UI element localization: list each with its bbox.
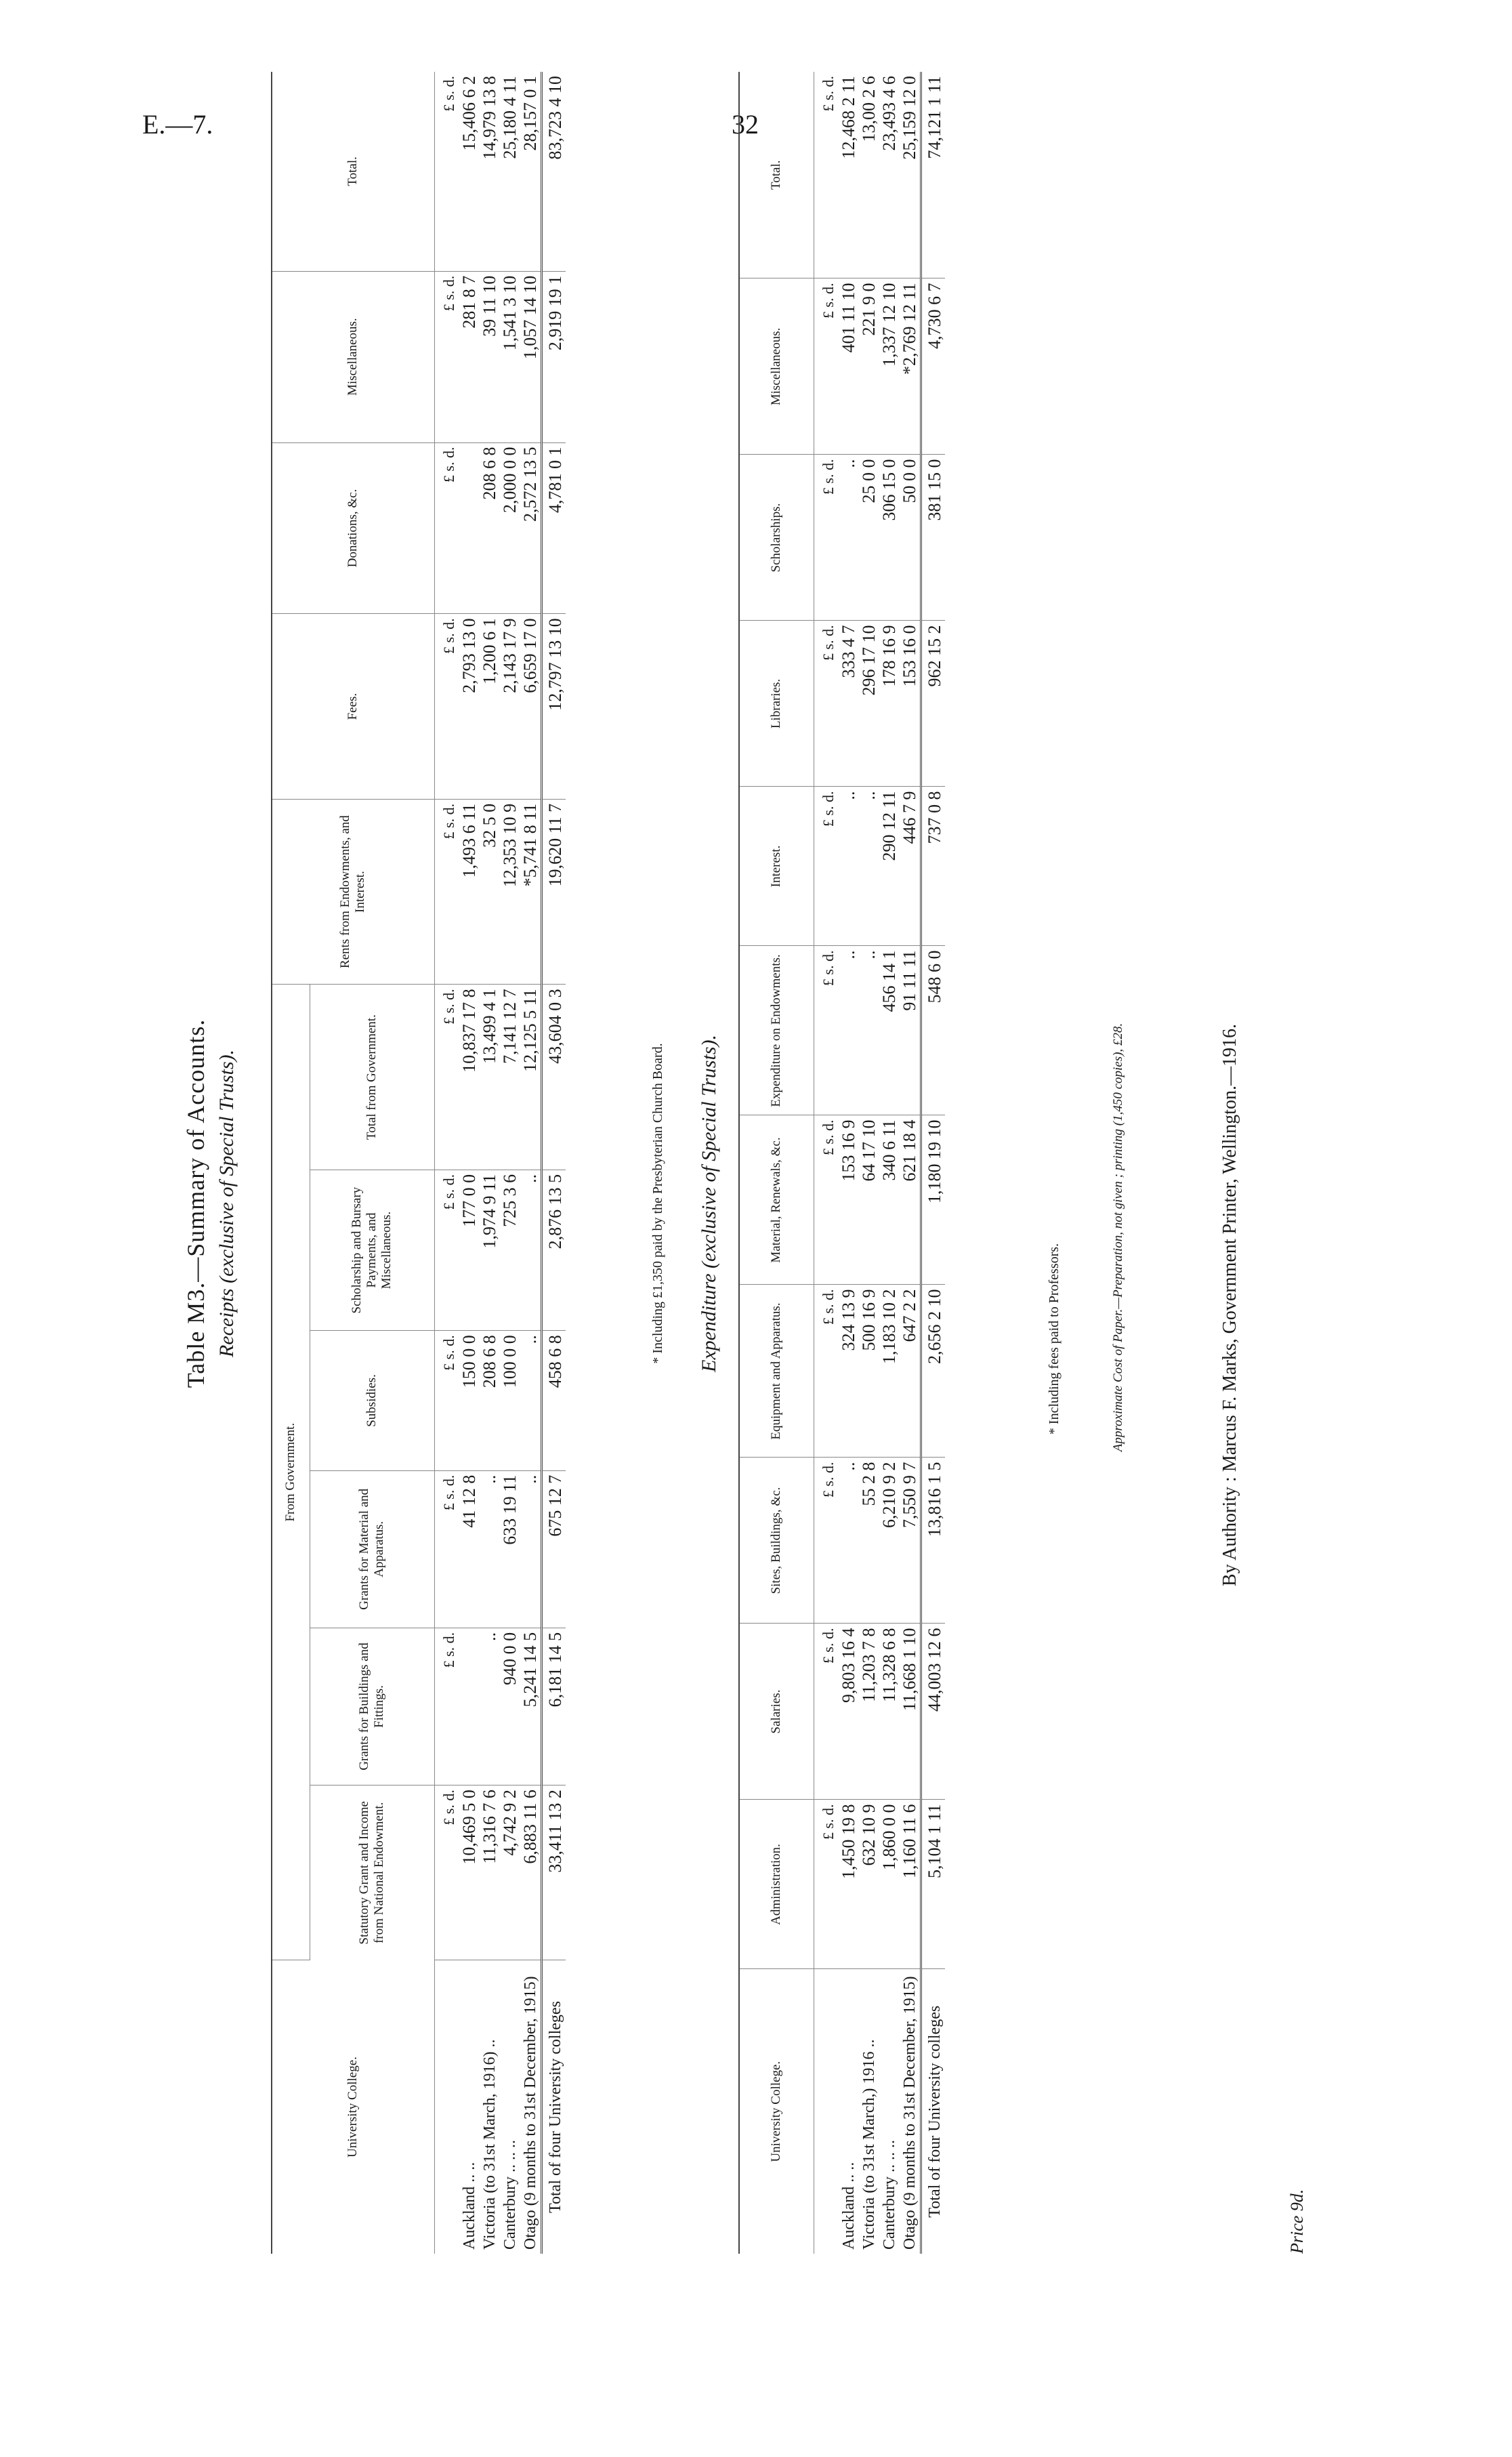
table-cell: 10,837 17 8: [459, 985, 480, 1170]
units-cell: £ s. d.: [814, 278, 839, 455]
table-cell: 1,450 19 8: [839, 1800, 859, 1969]
table-cell: 14,979 13 8: [480, 72, 500, 271]
table-cell: 500 16 9: [859, 1285, 879, 1458]
leader-dots: .. .. ..: [501, 2140, 519, 2173]
table-cell: 647 2 2: [900, 1285, 921, 1458]
total-label: Total of four University colleges: [921, 1969, 945, 2254]
table-cell: 2,793 13 0: [459, 614, 480, 799]
col-administration: Administration.: [739, 1800, 814, 1969]
college-name: Auckland: [839, 2186, 858, 2250]
row-college: [500, 1960, 520, 2254]
table-cell: 178 16 9: [879, 621, 900, 787]
total-cell: 33,411 13 2: [541, 1785, 566, 1960]
table-cell: 208 6 8: [480, 1331, 500, 1470]
table-cell: 208 6 8: [480, 442, 500, 614]
row-college: [480, 1960, 500, 2254]
table-cell: 1,160 11 6: [900, 1800, 921, 1969]
total-cell: 44,003 12 6: [921, 1624, 945, 1800]
expenditure-subtitle: Expenditure (exclusive of Special Trusts).: [698, 1035, 720, 1372]
receipts-subtitle: Receipts (exclusive of Special Trusts).: [215, 1049, 238, 1358]
table-cell: 940 0 0: [500, 1628, 520, 1785]
total-row: [921, 72, 945, 2254]
table-cell: 12,353 10 9: [500, 799, 520, 984]
table-cell: ..: [520, 1331, 542, 1470]
total-cell: 1,180 19 10: [921, 1115, 945, 1285]
table-cell: 6,659 17 0: [520, 614, 542, 799]
units-cell: £ s. d.: [434, 985, 459, 1170]
table-cell: 11,316 7 6: [480, 1785, 500, 1960]
table-cell: *5,741 8 11: [520, 799, 542, 984]
row-college: [459, 1960, 480, 2254]
units-cell: £ s. d.: [814, 621, 839, 787]
total-cell: 13,816 1 5: [921, 1458, 945, 1624]
col-equipment: Equipment and Apparatus.: [739, 1285, 814, 1458]
col-grants-buildings: Grants for Buildings and Fittings.: [310, 1628, 434, 1785]
units-cell: £ s. d.: [814, 455, 839, 621]
col-fees: Fees.: [272, 614, 434, 799]
total-cell: 2,876 13 5: [541, 1170, 566, 1330]
table-cell: 10,469 5 0: [459, 1785, 480, 1960]
college-name: Victoria (to 31st March,) 1916: [860, 2051, 878, 2250]
table-cell: 25 0 0: [859, 455, 879, 621]
col-university-college: University College.: [272, 1960, 434, 2254]
row-college: [900, 1969, 921, 2254]
table-cell: 290 12 11: [879, 787, 900, 946]
leader-dots: .. .. ..: [880, 2140, 898, 2173]
table-row: [859, 72, 879, 2254]
college-name: Canterbury: [501, 2176, 519, 2250]
table-cell: 39 11 10: [480, 271, 500, 442]
col-salaries: Salaries.: [739, 1624, 814, 1800]
table-cell: 725 3 6: [500, 1170, 520, 1330]
row-college: [859, 1969, 879, 2254]
college-name: Otago (9 months to 31st December, 1915): [900, 1976, 919, 2250]
units-cell: £ s. d.: [814, 72, 839, 278]
table-cell: ..: [520, 1170, 542, 1330]
leader-dots: .. ..: [460, 2162, 478, 2183]
table-cell: 13,499 4 1: [480, 985, 500, 1170]
col-total-from-government: Total from Government.: [310, 985, 434, 1170]
table-cell: 1,493 6 11: [459, 799, 480, 984]
total-cell: 962 15 2: [921, 621, 945, 787]
table-cell: 1,183 10 2: [879, 1285, 900, 1458]
total-row: [541, 72, 566, 2254]
table-cell: 456 14 1: [879, 946, 900, 1115]
table-cell: 9,803 16 4: [839, 1624, 859, 1800]
table-row: [480, 72, 500, 2254]
table-cell: 401 11 10: [839, 278, 859, 455]
price-note: Price 9d.: [1287, 2189, 1307, 2254]
units-cell: £ s. d.: [814, 946, 839, 1115]
units-cell: £ s. d.: [434, 1331, 459, 1470]
table-row: [839, 72, 859, 2254]
table-cell: 41 12 8: [459, 1470, 480, 1628]
units-cell: £ s. d.: [434, 271, 459, 442]
receipts-table: [271, 72, 566, 2254]
total-cell: 19,620 11 7: [541, 799, 566, 984]
col-material: Material, Renewals, &c.: [739, 1115, 814, 1285]
total-cell: 381 15 0: [921, 455, 945, 621]
approximate-cost-note: Approximate Cost of Paper.—Preparation, not given ; printing (1,450 copies), £28.: [1111, 1023, 1125, 1452]
total-cell: 4,730 6 7: [921, 278, 945, 455]
table-cell: 306 15 0: [879, 455, 900, 621]
table-cell: 446 7 9: [900, 787, 921, 946]
table-cell: 333 4 7: [839, 621, 859, 787]
table-cell: *2,769 12 11: [900, 278, 921, 455]
table-row: [900, 72, 921, 2254]
units-cell: £ s. d.: [434, 614, 459, 799]
table-cell: ..: [520, 1470, 542, 1628]
table-row: [520, 72, 542, 2254]
from-government-header: From Government.: [272, 985, 310, 1960]
table-cell: 7,141 12 7: [500, 985, 520, 1170]
table-cell: 2,572 13 5: [520, 442, 542, 614]
units-cell: £ s. d.: [434, 1785, 459, 1960]
table-cell: 11,328 6 8: [879, 1624, 900, 1800]
table-cell: 25,159 12 0: [900, 72, 921, 278]
col-university-college: University College.: [739, 1969, 814, 2254]
table-title: Table M3.—Summary of Accounts.: [182, 1018, 209, 1388]
table-cell: 15,406 6 2: [459, 72, 480, 271]
receipts-footnote: * Including £1,350 paid by the Presbyterian Church Board.: [650, 1043, 665, 1364]
table-cell: 11,668 1 10: [900, 1624, 921, 1800]
table-cell: 12,468 2 11: [839, 72, 859, 278]
col-scholarship: Scholarship and Bursary Payments, and Miscellaneous.: [310, 1170, 434, 1330]
table-cell: [459, 1628, 480, 1785]
table-cell: 177 0 0: [459, 1170, 480, 1330]
total-cell: 737 0 8: [921, 787, 945, 946]
col-miscellaneous: Miscellaneous.: [739, 278, 814, 455]
units-cell: £ s. d.: [434, 1470, 459, 1628]
table-cell: 12,125 5 11: [520, 985, 542, 1170]
table-cell: 2,143 17 9: [500, 614, 520, 799]
total-cell: 6,181 14 5: [541, 1628, 566, 1785]
table-cell: ..: [839, 946, 859, 1115]
units-cell: £ s. d.: [434, 442, 459, 614]
table-cell: 100 0 0: [500, 1331, 520, 1470]
table-cell: [459, 442, 480, 614]
table-cell: ..: [480, 1470, 500, 1628]
table-cell: 7,550 9 7: [900, 1458, 921, 1624]
total-cell: 5,104 1 11: [921, 1800, 945, 1969]
total-cell: 43,604 0 3: [541, 985, 566, 1170]
table-cell: ..: [839, 455, 859, 621]
printer-authority: By Authority : Marcus F. Marks, Government Printer, Wellington.—1916.: [1219, 1024, 1240, 1586]
col-total: Total.: [739, 72, 814, 278]
row-college: [839, 1969, 859, 2254]
col-sites-buildings: Sites, Buildings, &c.: [739, 1458, 814, 1624]
college-name: Canterbury: [880, 2176, 898, 2250]
college-name: Auckland: [460, 2186, 478, 2250]
college-name: Otago (9 months to 31st December, 1915): [521, 1976, 539, 2250]
table-cell: 64 17 10: [859, 1115, 879, 1285]
table-cell: 91 11 11: [900, 946, 921, 1115]
table-cell: 25,180 4 11: [500, 72, 520, 271]
page-number: 32: [732, 109, 759, 140]
total-cell: 4,781 0 1: [541, 442, 566, 614]
col-subsidies: Subsidies.: [310, 1331, 434, 1470]
table-cell: ..: [480, 1628, 500, 1785]
leader-dots: .. ..: [839, 2162, 858, 2183]
col-total: Total.: [272, 72, 434, 271]
table-row: [500, 72, 520, 2254]
col-miscellaneous: Miscellaneous.: [272, 271, 434, 442]
row-college: [879, 1969, 900, 2254]
table-cell: 1,200 6 1: [480, 614, 500, 799]
total-cell: 83,723 4 10: [541, 72, 566, 271]
total-cell: 12,797 13 10: [541, 614, 566, 799]
units-cell: £ s. d.: [434, 1170, 459, 1330]
table-cell: ..: [839, 787, 859, 946]
total-cell: 675 12 7: [541, 1470, 566, 1628]
table-cell: ..: [839, 1458, 859, 1624]
table-cell: 4,742 9 2: [500, 1785, 520, 1960]
col-grants-material: Grants for Material and Apparatus.: [310, 1470, 434, 1628]
total-cell: 2,656 2 10: [921, 1285, 945, 1458]
table-cell: 2,000 0 0: [500, 442, 520, 614]
table-cell: 6,883 11 6: [520, 1785, 542, 1960]
table-cell: 55 2 8: [859, 1458, 879, 1624]
table-cell: 621 18 4: [900, 1115, 921, 1285]
table-cell: 632 10 9: [859, 1800, 879, 1969]
table-cell: 6,210 9 2: [879, 1458, 900, 1624]
units-cell: £ s. d.: [434, 1628, 459, 1785]
table-cell: 5,241 14 5: [520, 1628, 542, 1785]
table-row: [459, 72, 480, 2254]
total-cell: 2,919 19 1: [541, 271, 566, 442]
table-cell: 1,337 12 10: [879, 278, 900, 455]
row-college: [520, 1960, 542, 2254]
table-cell: ..: [859, 946, 879, 1115]
total-cell: 74,121 1 11: [921, 72, 945, 278]
units-cell: £ s. d.: [434, 799, 459, 984]
table-cell: 340 6 11: [879, 1115, 900, 1285]
expenditure-table: [738, 72, 945, 2254]
table-cell: 13,00 2 6: [859, 72, 879, 278]
units-cell: £ s. d.: [814, 1285, 839, 1458]
units-cell: £ s. d.: [814, 787, 839, 946]
college-name: Victoria (to 31st March, 1916): [480, 2051, 499, 2250]
table-cell: 32 5 0: [480, 799, 500, 984]
table-cell: 296 17 10: [859, 621, 879, 787]
table-cell: 1,974 9 11: [480, 1170, 500, 1330]
table-cell: 221 9 0: [859, 278, 879, 455]
units-cell: £ s. d.: [814, 1458, 839, 1624]
units-row: [814, 72, 839, 2254]
table-cell: 324 13 9: [839, 1285, 859, 1458]
table-cell: 153 16 0: [900, 621, 921, 787]
col-interest: Interest.: [739, 787, 814, 946]
col-libraries: Libraries.: [739, 621, 814, 787]
table-cell: 28,157 0 1: [520, 72, 542, 271]
table-cell: 633 19 11: [500, 1470, 520, 1628]
page-header-left: E.—7.: [142, 109, 213, 140]
expenditure-footnote: * Including fees paid to Professors.: [1047, 1243, 1062, 1435]
table-cell: 1,541 3 10: [500, 271, 520, 442]
total-cell: 548 6 0: [921, 946, 945, 1115]
leader-dots: ..: [860, 2039, 878, 2048]
total-cell: 458 6 8: [541, 1331, 566, 1470]
units-row: [434, 72, 459, 2254]
table-cell: 153 16 9: [839, 1115, 859, 1285]
table-cell: 50 0 0: [900, 455, 921, 621]
table-cell: 281 8 7: [459, 271, 480, 442]
col-rents: Rents from Endowments, and Interest.: [272, 799, 434, 984]
table-cell: 150 0 0: [459, 1331, 480, 1470]
col-endowments: Expenditure on Endowments.: [739, 946, 814, 1115]
table-cell: 11,203 7 8: [859, 1624, 879, 1800]
col-scholarships: Scholarships.: [739, 455, 814, 621]
leader-dots: ..: [480, 2039, 499, 2048]
col-donations: Donations, &c.: [272, 442, 434, 614]
table-cell: 1,057 14 10: [520, 271, 542, 442]
units-cell: £ s. d.: [434, 72, 459, 271]
table-cell: 23,493 4 6: [879, 72, 900, 278]
table-cell: ..: [859, 787, 879, 946]
units-cell: £ s. d.: [814, 1624, 839, 1800]
units-cell: £ s. d.: [814, 1800, 839, 1969]
units-cell: £ s. d.: [814, 1115, 839, 1285]
table-row: [879, 72, 900, 2254]
total-label: Total of four University colleges: [541, 1960, 566, 2254]
table-cell: 1,860 0 0: [879, 1800, 900, 1969]
col-statutory-grant: Statutory Grant and Income from National Endowment.: [310, 1785, 434, 1960]
